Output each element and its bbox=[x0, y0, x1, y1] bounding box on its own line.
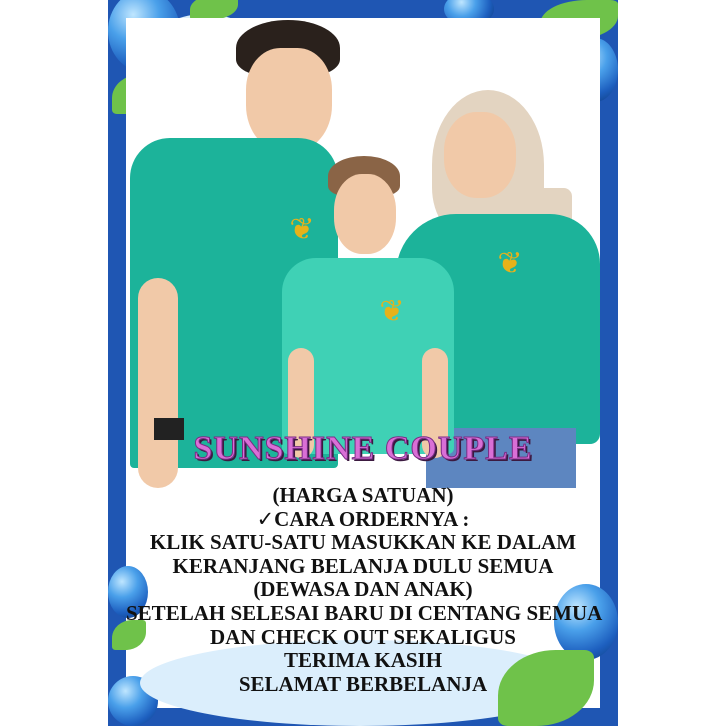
instruction-line: KERANJANG BELANJA DULU SEMUA bbox=[172, 553, 554, 578]
checkmark-icon: ✓ bbox=[256, 506, 275, 531]
brand-watermark: SUNSHINE COUPLE bbox=[193, 430, 533, 467]
garuda-emblem-icon: ❦ bbox=[497, 247, 523, 280]
family-photo bbox=[126, 18, 600, 488]
thanks-line: TERIMA KASIH bbox=[283, 648, 443, 673]
closing-line: SELAMAT BERBELANJA bbox=[238, 671, 488, 696]
child-figure bbox=[126, 18, 600, 488]
garuda-emblem-icon: ❦ bbox=[289, 213, 315, 246]
order-heading-label: CARA ORDERNYA : bbox=[274, 506, 470, 531]
price-note: (HARGA SATUAN) bbox=[272, 483, 454, 507]
instruction-line: KLIK SATU-SATU MASUKKAN KE DALAM bbox=[149, 530, 577, 555]
instruction-line: SETELAH SELESAI BARU DI CENTANG SEMUA bbox=[126, 600, 603, 625]
instruction-line: (DEWASA DAN ANAK) bbox=[253, 577, 473, 602]
order-instructions bbox=[126, 483, 603, 696]
order-heading bbox=[126, 508, 600, 532]
garuda-emblem-icon: ❦ bbox=[379, 295, 405, 328]
instruction-line: DAN CHECK OUT SEKALIGUS bbox=[210, 624, 516, 649]
